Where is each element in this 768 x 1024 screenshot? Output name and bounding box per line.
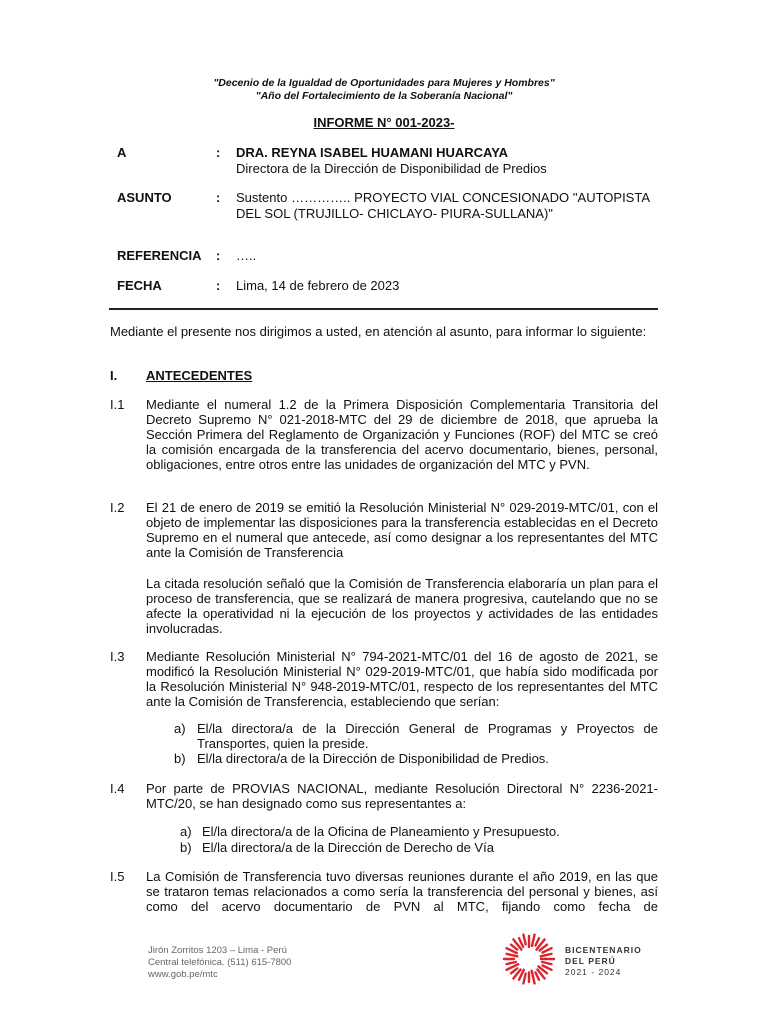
emblem-ray	[543, 966, 552, 970]
meta-reference-label: REFERENCIA	[117, 248, 202, 263]
header-line-2: "Año del Fortalecimiento de la Soberanía Nacional"	[255, 90, 513, 102]
bicentenario-text	[565, 945, 642, 978]
addressee-name: DRA. REYNA ISABEL HUAMANI HUARCAYA	[236, 145, 509, 160]
meta-date-label: FECHA	[117, 278, 162, 293]
meta-colon: :	[216, 248, 221, 263]
item-number: I.3	[110, 649, 125, 664]
emblem-ray	[507, 962, 516, 964]
emblem-ray	[523, 935, 525, 945]
header-line-1: "Decenio de la Igualdad de Oportunidades para Mujeres y Hombres"	[213, 77, 555, 89]
list-item: El/la directora/a de la Dirección General de Programas y Proyectos de Transportes, quien la preside.	[197, 721, 658, 751]
footer-address-line: Jirón Zorritos 1203 – Lima - Perú	[148, 945, 287, 956]
document-title: INFORME N° 001-2023-	[313, 115, 455, 130]
emblem-ray	[507, 954, 518, 956]
header-divider	[109, 308, 658, 310]
emblem-ray	[542, 962, 551, 964]
emblem-ray	[523, 974, 525, 984]
emblem-ray	[511, 968, 517, 973]
list-item: El/la directora/a de la Dirección de Derecho de Vía	[202, 840, 494, 855]
item-paragraph: Por parte de PROVIAS NACIONAL, mediante Resolución Directoral N° 2236-2021-MTC/20, se han designado como sus representantes a:	[146, 781, 658, 811]
emblem-ray	[511, 945, 517, 950]
item-number: I.5	[110, 869, 125, 884]
item-paragraph: Mediante el numeral 1.2 de la Primera Disposición Complementaria Transitoria del Decreto Supremo N° 021-2018-MTC del 29 de diciembre de 2018, que aprueba la Sección Primera del Reglamento de Organización y Funciones (ROF) del MTC se creó la comisión encargada de la transferencia del acervo documentario, bienes, personal, obligaciones, entre otros entre las unidades de organización del MTC y PVN.	[146, 397, 658, 472]
item-paragraph: La Comisión de Transferencia tuvo diversas reuniones durante el año 2019, en las que se trataron temas relacionados a como sería la transferencia del personal y bienes, así como del acervo documentario de PVN al MTC, fijando como fecha de	[146, 869, 658, 914]
meta-to-label: A	[117, 145, 127, 160]
subject-value: Sustento ………….. PROYECTO VIAL CONCESIONADO "AUTOPISTA DEL SOL (TRUJILLO- CHICLAYO- PIURA-SULLANA)"	[236, 190, 650, 221]
item-number: I.1	[110, 397, 125, 412]
footer-web-link[interactable]: www.gob.pe/mtc	[148, 969, 218, 980]
logo-line-2: DEL PERÚ	[565, 956, 616, 966]
list-item: El/la directora/a de la Dirección de Disponibilidad de Predios.	[197, 751, 549, 766]
section-title: ANTECEDENTES	[146, 368, 253, 383]
item-paragraph: La citada resolución señaló que la Comisión de Transferencia elaboraría un plan para el proceso de transferencia, que se realizará de manera progresiva, cautelando que no se afecte la operatividad ni la ejecución de los proyectos y actividades de las entidades involucradas.	[146, 576, 658, 636]
emblem-ray	[543, 948, 552, 952]
item-paragraph: El 21 de enero de 2019 se emitió la Resolución Ministerial N° 029-2019-MTC/01, con el objeto de implementar las disposiciones para la transferencia establecidas en el Decreto Supremo en el numeral que antecede, así como designar a los representantes del MTC ante la Comisión de Transferencia	[146, 500, 658, 560]
item-number: I.4	[110, 781, 125, 796]
list-marker: b)	[180, 840, 192, 855]
emblem-ray	[536, 938, 539, 945]
intro-paragraph: Mediante el presente nos dirigimos a usted, en atención al asunto, para informar lo siguiente:	[110, 324, 647, 339]
section-number: I.	[110, 368, 118, 383]
emblem-ray	[541, 954, 552, 956]
list-marker: a)	[174, 721, 186, 736]
list-item: El/la directora/a de la Oficina de Planeamiento y Presupuesto.	[202, 824, 560, 839]
document-header	[0, 77, 768, 103]
meta-colon: :	[216, 190, 221, 205]
list-marker: b)	[174, 751, 186, 766]
list-marker: a)	[180, 824, 192, 839]
emblem-ray	[532, 935, 535, 946]
addressee-role: Directora de la Dirección de Disponibilidad de Predios	[236, 161, 547, 176]
logo-line-3: 2021 - 2024	[565, 967, 622, 977]
meta-colon: :	[216, 278, 221, 293]
emblem-ray	[536, 973, 539, 980]
date-value: Lima, 14 de febrero de 2023	[236, 278, 400, 293]
emblem-ray	[532, 971, 535, 984]
logo-line-1: BICENTENARIO	[565, 945, 642, 955]
reference-value: …..	[236, 248, 257, 263]
meta-subject-label: ASUNTO	[117, 190, 172, 205]
footer-address	[148, 945, 291, 981]
meta-colon: :	[216, 145, 221, 160]
bicentenario-emblem-icon	[499, 931, 559, 987]
footer-phone: Central telefónica. (511) 615-7800	[148, 957, 292, 968]
item-paragraph: Mediante Resolución Ministerial N° 794-2021-MTC/01 del 16 de agosto de 2021, se modificó la Resolución Ministerial N° 029-2019-MTC/01, que había sido modificada por la Resolución Ministerial N° 948-2019-MTC/01, respecto de los representantes del MTC ante la Comisión de Transferencia, estableciendo que serían:	[146, 649, 658, 709]
item-number: I.2	[110, 500, 125, 515]
